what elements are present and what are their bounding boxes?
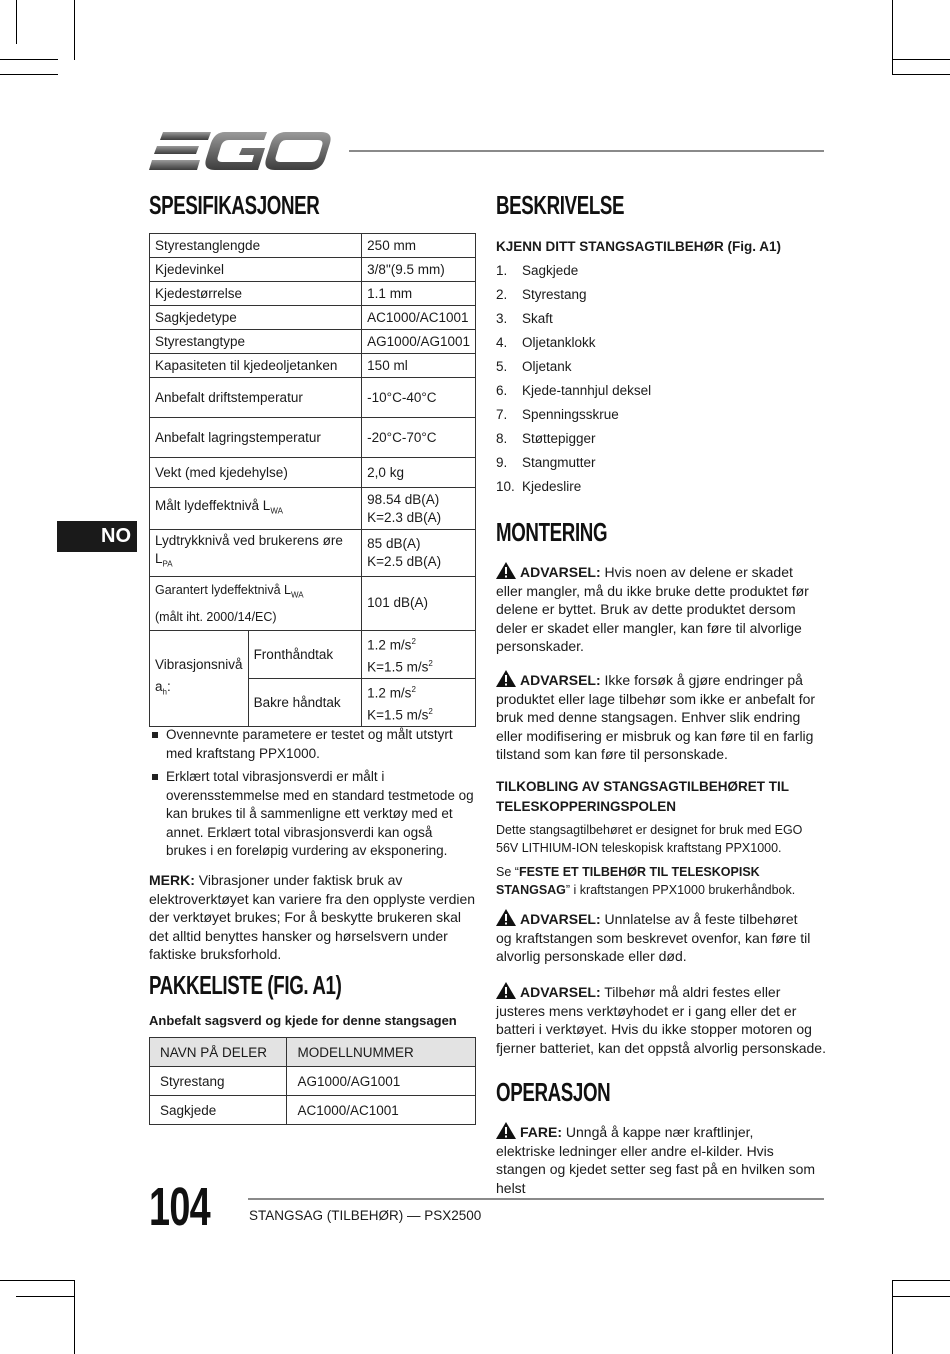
- value-line: 1.2 m/s: [367, 685, 412, 701]
- warning-paragraph: [496, 909, 816, 966]
- item-text: Spenningsskrue: [522, 407, 619, 422]
- spec-label: Kjedevinkel: [150, 258, 362, 282]
- warning-label: ADVARSEL:: [520, 984, 601, 1000]
- spec-heading: SPESIFIKASJONER: [149, 190, 320, 220]
- superscript: 2: [428, 658, 433, 668]
- table-cell: Styrestang: [150, 1067, 287, 1096]
- danger-label: FARE:: [520, 1124, 562, 1140]
- spec-value: AG1000/AG1001: [362, 330, 476, 354]
- value-line: K=1.5 m/s: [367, 707, 429, 723]
- item-number: 5.: [496, 359, 508, 374]
- warning-text: Ikke forsøk å gjøre endringer på produktet eller lage tilbehør som ikke er anbefalt for bruk med denne stangsagen. Enhver slik endring eller modifisering er misbruk og kan føre til en farlig tilstand som kan føre til personskade.: [496, 672, 816, 762]
- warning-paragraph: [496, 562, 816, 656]
- list-item: [496, 478, 651, 502]
- warning-icon: [496, 982, 516, 999]
- table-cell: AC1000/AC1001: [287, 1096, 476, 1125]
- spec-label: Styrestanglengde: [150, 234, 362, 258]
- item-number: 1.: [496, 263, 508, 278]
- value-line: K=2.3 dB(A): [367, 509, 442, 525]
- footer-title: STANGSAG (TILBEHØR) — PSX2500: [249, 1208, 482, 1223]
- item-text: Oljetanklokk: [522, 335, 596, 350]
- warning-paragraph: [496, 670, 816, 764]
- value-line: 98.54 dB(A): [367, 491, 440, 507]
- warning-text: Hvis noen av delene er skadet eller mangler, må du ikke bruke dette produktet før delene er byttet. Bruk av dette produktet dersom deler er skadet eller mangler, kan føre til alvorlige personskader.: [496, 564, 809, 654]
- column-header: NAVN PÅ DELER: [150, 1038, 287, 1067]
- superscript: 2: [428, 706, 433, 716]
- item-number: 9.: [496, 455, 508, 470]
- warning-icon: [496, 1122, 516, 1139]
- item-number: 6.: [496, 383, 508, 398]
- list-item: [496, 406, 651, 430]
- item-text: Kjede-tannhjul deksel: [522, 383, 652, 398]
- crop-mark: [892, 0, 893, 74]
- ego-logo: [149, 130, 331, 172]
- ref-prefix: Se “: [496, 865, 519, 879]
- list-item: [496, 262, 651, 286]
- item-number: 10.: [496, 479, 515, 494]
- item-number: 3.: [496, 311, 508, 326]
- item-text: Sagkjede: [522, 263, 579, 278]
- list-item: [496, 334, 651, 358]
- spec-value: 1.1 mm: [362, 282, 476, 306]
- description-subtitle: KJENN DITT STANGSAGTILBEHØR (Fig. A1): [496, 239, 781, 254]
- spec-label: [150, 488, 362, 530]
- operation-heading: OPERASJON: [496, 1077, 611, 1107]
- subscript: h: [162, 687, 167, 697]
- spec-value: -20°C-70°C: [362, 418, 476, 458]
- spec-value: AC1000/AC1001: [362, 306, 476, 330]
- subscript: WA: [270, 506, 283, 516]
- parts-list: [496, 262, 651, 502]
- crop-mark: [0, 74, 58, 75]
- spec-table: [149, 233, 476, 727]
- assembly-heading: MONTERING: [496, 517, 608, 547]
- warning-label: ADVARSEL:: [520, 911, 601, 927]
- crop-mark: [16, 0, 17, 44]
- list-item: Ovennevnte parametere er testet og målt utstyrt med kraftstang PPX1000.: [149, 726, 476, 763]
- crop-mark: [74, 1280, 75, 1354]
- spec-value: [362, 488, 476, 530]
- spec-value: [362, 631, 476, 679]
- warning-icon: [496, 909, 516, 926]
- colon: :: [166, 678, 171, 694]
- item-text: Oljetank: [522, 359, 572, 374]
- spec-label: Anbefalt driftstemperatur: [150, 378, 362, 418]
- packing-subtitle: Anbefalt sagsverd og kjede for denne stangsagen: [149, 1013, 457, 1028]
- list-item: [496, 358, 651, 382]
- warning-label: ADVARSEL:: [520, 564, 601, 580]
- connection-subheading: TILKOBLING AV STANGSAGTILBEHØRET TIL TELESKOPPERINGSPOLEN: [496, 779, 789, 814]
- footer-rule: [248, 1198, 824, 1200]
- value-line: K=1.5 m/s: [367, 659, 429, 675]
- warning-text: Tilbehør må aldri festes eller justeres mens verktøyhodet er i gang eller det er batteri i verktøyet. Hvis du ikke stopper motoren og fjerner batteriet, kan det oppstå alvorlig personskade.: [496, 984, 826, 1056]
- superscript: 2: [411, 637, 416, 647]
- item-text: Skaft: [522, 311, 553, 326]
- spec-value: 2,0 kg: [362, 458, 476, 488]
- list-item: Erklært total vibrasjonsverdi er målt i overensstemmelse med en standard testmetode og kan brukes til å sammenligne ett verktøy med et annet. Erklært total vibrasjonsverdi kan også brukes i en foreløpig vurdering av eksponering.: [149, 768, 476, 861]
- subscript: PA: [162, 559, 173, 569]
- ref-suffix: ” i kraftstangen PPX1000 brukerhåndbok.: [565, 883, 796, 897]
- note-paragraph: [149, 871, 479, 964]
- spec-notes-list: [149, 726, 476, 866]
- warning-text: Unnlatelse av å feste tilbehøret og kraftstangen som beskrevet ovenfor, kan føre til alvorlig personskade eller død.: [496, 911, 811, 964]
- value-line: 85 dB(A): [367, 535, 421, 551]
- spec-label: Kapasiteten til kjedeoljetanken: [150, 354, 362, 378]
- item-number: 4.: [496, 335, 508, 350]
- note-text: Vibrasjoner under faktisk bruk av elektroverktøyet kan variere fra den opplyste verdien der verktøyet brukes; For å beskytte brukeren skal det alltid benyttes hansker og hørselsvern under faktiske bruksforhold.: [149, 872, 476, 962]
- vibration-label-line: Vibrasjonsnivå: [155, 656, 243, 672]
- spec-label: Styrestangtype: [150, 330, 362, 354]
- warning-paragraph: [496, 982, 826, 1057]
- list-item: [496, 382, 651, 406]
- item-number: 8.: [496, 431, 508, 446]
- spec-label: [150, 530, 362, 577]
- crop-mark: [892, 1280, 893, 1354]
- warning-label: ADVARSEL:: [520, 672, 601, 688]
- spec-label: [150, 576, 362, 631]
- spec-value: -10°C-40°C: [362, 378, 476, 418]
- vibration-label: [150, 631, 249, 727]
- item-number: 7.: [496, 407, 508, 422]
- crop-mark: [892, 74, 950, 75]
- spec-value: 3/8"(9.5 mm): [362, 258, 476, 282]
- rear-handle-label: Bakre håndtak: [248, 679, 362, 727]
- danger-paragraph: [496, 1122, 816, 1197]
- spec-value: [362, 679, 476, 727]
- item-number: 2.: [496, 287, 508, 302]
- crop-mark: [74, 0, 75, 60]
- spec-value: [362, 530, 476, 577]
- item-text: Kjedeslire: [522, 479, 582, 494]
- item-text: Støttepigger: [522, 431, 596, 446]
- header-rule: [349, 150, 824, 152]
- page-number: 104: [149, 1177, 210, 1237]
- crop-mark: [892, 1296, 950, 1297]
- table-cell: AG1000/AG1001: [287, 1067, 476, 1096]
- subscript: WA: [290, 590, 304, 600]
- crop-mark: [0, 1280, 74, 1281]
- crop-mark: [16, 1296, 74, 1297]
- warning-icon: [496, 562, 516, 579]
- front-handle-label: Fronthåndtak: [248, 631, 362, 679]
- vibration-symbol: a: [155, 678, 163, 694]
- list-item: [496, 430, 651, 454]
- value-line: 1.2 m/s: [367, 637, 412, 653]
- spec-value: 150 ml: [362, 354, 476, 378]
- spec-label: Anbefalt lagringstemperatur: [150, 418, 362, 458]
- list-item: [496, 286, 651, 310]
- connection-text: Dette stangsagtilbehøret er designet for bruk med EGO 56V LITHIUM-ION teleskopisk kraftstang PPX1000.: [496, 823, 803, 855]
- sound-power-label: Målt lydeffektnivå L: [155, 497, 271, 513]
- guaranteed-note: (målt iht. 2000/14/EC): [155, 610, 277, 625]
- warning-icon: [496, 670, 516, 687]
- danger-text: Unngå å kappe nær kraftlinjer, elektriske ledninger eller andre el-kilder. Hvis stangen og kjedet setter seg fast på en hvilken som helst: [496, 1124, 816, 1196]
- crop-mark: [0, 59, 58, 60]
- note-label: MERK:: [149, 872, 195, 888]
- column-header: MODELLNUMMER: [287, 1038, 476, 1067]
- item-text: Stangmutter: [522, 455, 596, 470]
- sound-pressure-label: Lydtrykknivå ved brukerens øre L: [155, 533, 343, 566]
- language-tab: NO: [57, 521, 137, 552]
- spec-label: Sagkjedetype: [150, 306, 362, 330]
- list-item: [496, 310, 651, 334]
- reference-text: [496, 863, 826, 899]
- table-cell: Sagkjede: [150, 1096, 287, 1125]
- description-heading: BESKRIVELSE: [496, 190, 625, 220]
- packing-table: [149, 1037, 476, 1125]
- guaranteed-label: Garantert lydeffektnivå L: [155, 582, 291, 597]
- spec-value: 101 dB(A): [362, 576, 476, 631]
- crop-mark: [892, 59, 950, 60]
- item-text: Styrestang: [522, 287, 587, 302]
- spec-value: 250 mm: [362, 234, 476, 258]
- superscript: 2: [411, 685, 416, 695]
- spec-label: Vekt (med kjedehylse): [150, 458, 362, 488]
- packing-heading: PAKKELISTE (FIG. A1): [149, 970, 342, 1000]
- value-line: K=2.5 dB(A): [367, 553, 442, 569]
- spec-label: Kjedestørrelse: [150, 282, 362, 306]
- list-item: [496, 454, 651, 478]
- crop-mark: [892, 1280, 950, 1281]
- ref-title: FESTE ET TILBEHØR TIL TELESKOPISK STANGSAG: [496, 865, 760, 897]
